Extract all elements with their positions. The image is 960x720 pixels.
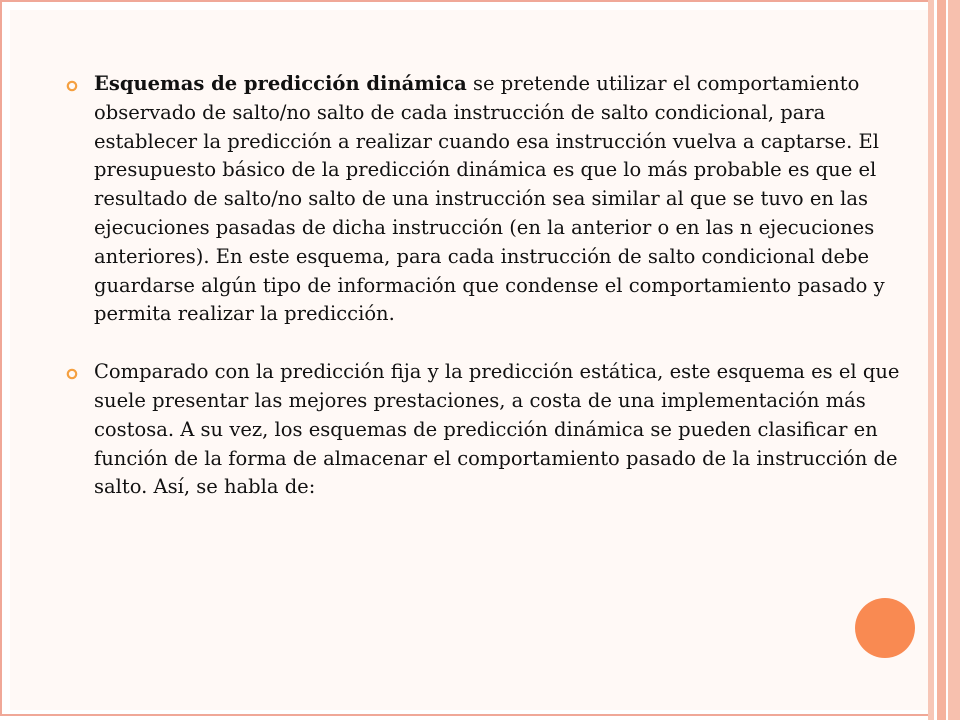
ring-bullet-icon [66, 368, 78, 380]
decorative-orange-circle [855, 598, 915, 658]
slide-content [66, 70, 906, 531]
bullet-item [66, 70, 906, 329]
stripe [948, 0, 960, 720]
bullet-text: Comparado con la predicción fija y la predicción estática, este esquema es el que suele presentar las mejores prestaciones, a costa de una implementación más costosa. A su vez, los esquemas de predicción dinámica se pueden clasificar en función de la forma de almacenar el comportamiento pasado de la instrucción de salto. Así, se habla de: [94, 360, 900, 499]
bullet-bold-lead: Esquemas de predicción dinámica [94, 72, 467, 95]
decorative-stripes [928, 0, 960, 720]
bullet-text: se pretende utilizar el comportamiento observado de salto/no salto de cada instrucción de salto condicional, para establecer la predicción a realizar cuando esa instrucción vuelva a captarse. El presupuesto básico de la predicción dinámica es que lo más probable es que el resultado de salto/no salto de una instrucción sea similar al que se tuvo en las ejecuciones pasadas de dicha instrucción (en la anterior o en las n ejecuciones anteriores). En este esquema, para cada instrucción de salto condicional debe guardarse algún tipo de información que condense el comportamiento pasado y permita realizar la predicción. [94, 72, 885, 326]
stripe [937, 0, 946, 720]
bullet-item [66, 358, 906, 502]
ring-bullet-icon [66, 80, 78, 92]
